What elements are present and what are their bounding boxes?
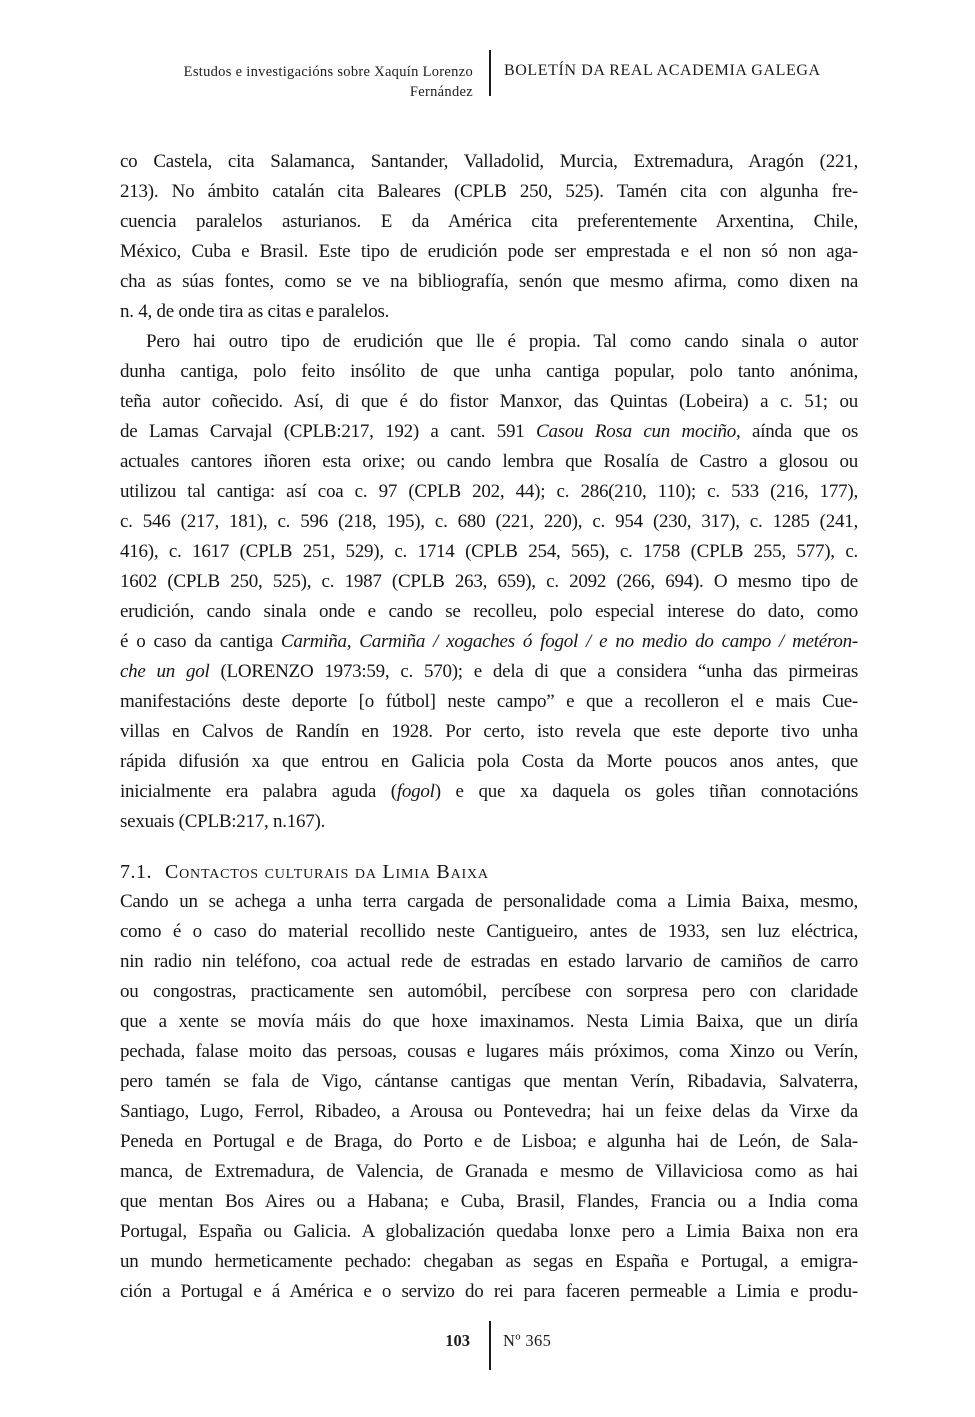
paragraph [120,147,858,327]
text-line [120,657,858,687]
text-segment: ) e que xa daquela os goles tiñan connotacións [434,781,858,802]
text-line [120,417,858,447]
text-line [120,267,858,297]
page-body [120,147,858,1307]
text-line [120,777,858,807]
text-segment: 213). No ámbito catalán cita Baleares (CPLB 250, 525). Tamén cita con algunha fre- [120,181,858,202]
text-segment: 416), c. 1617 (CPLB 251, 529), c. 1714 (CPLB 254, 565), c. 1758 (CPLB 255, 577), c. [120,541,858,562]
text-line [120,387,858,417]
text-line [120,627,858,657]
text-segment: rápida difusión xa que entrou en Galicia pola Costa da Morte poucos anos antes, que [120,751,858,772]
text-line [120,1187,858,1217]
text-line [120,237,858,267]
text-segment: Cando un se achega a unha terra cargada de personalidade coma a Limia Baixa, mesmo, [120,891,858,912]
text-line [120,327,858,357]
text-line [120,1037,858,1067]
text-segment: , aínda que os [736,421,858,442]
section-number: 7.1. [120,861,152,883]
text-line [120,1247,858,1277]
text-segment: pechada, falase moito das persoas, cousas e lugares máis próximos, coma Xinzo ou Verín, [120,1041,858,1062]
text-line [120,1127,858,1157]
text-line [120,477,858,507]
text-segment: manifestacións deste deporte [o fútbol] neste campo” e que a recolleron el e mais Cue- [120,691,858,712]
text-segment: 1602 (CPLB 250, 525), c. 1987 (CPLB 263, 659), c. 2092 (266, 694). O mesmo tipo de [120,571,858,592]
text-segment: Peneda en Portugal e de Braga, do Porto e de Lisboa; e algunha hai de León, de Sala- [120,1131,858,1152]
text-line [120,357,858,387]
paragraph [120,327,858,837]
header-right-title: BOLETÍN DA REAL ACADEMIA GALEGA [504,62,821,79]
text-line [120,1277,858,1307]
text-segment: nin radio nin teléfono, coa actual rede de estradas en estado larvario de camiños de carro [120,951,858,972]
issue-number: Nº 365 [503,1331,552,1350]
text-line [120,807,858,837]
text-segment: teña autor coñecido. Así, di que é do fistor Manxor, das Quintas (Lobeira) a c. 51; ou [120,391,858,412]
text-line [120,687,858,717]
text-line [120,747,858,777]
text-segment: Carmiña, Carmiña / xogaches ó fogol / e no medio do campo / metéron- [280,631,859,652]
text-segment: che un gol [120,661,210,682]
text-segment: Casou Rosa cun mociño [536,421,736,442]
text-line [120,887,858,917]
text-segment: Pero hai outro tipo de erudición que lle é propia. Tal como cando sinala o autor [146,331,858,352]
text-line [120,717,858,747]
text-line [120,207,858,237]
text-line [120,297,858,327]
text-segment: pero tamén se fala de Vigo, cántanse cantigas que mentan Verín, Ribadavia, Salvaterra, [120,1071,858,1092]
text-segment: que a xente se movía máis do que hoxe imaxinamos. Nesta Limia Baixa, que un diría [120,1011,858,1032]
text-line [120,147,858,177]
text-segment: cuencia paralelos asturianos. E da América cita preferentemente Arxentina, Chile, [120,211,858,232]
page-number: 103 [445,1331,470,1350]
text-line [120,1067,858,1097]
text-segment: co Castela, cita Salamanca, Santander, Valladolid, Murcia, Extremadura, Aragón (221, [120,151,858,172]
section-heading [120,857,858,887]
text-line [120,1007,858,1037]
section-title: Contactos culturais da Limia Baixa [165,861,489,883]
text-line [120,447,858,477]
text-segment: é o caso da cantiga [120,631,281,652]
paragraph [120,887,858,1307]
text-line [120,947,858,977]
text-segment: c. 546 (217, 181), c. 596 (218, 195), c. 680 (221, 220), c. 954 (230, 317), c. 1285 (241, [120,511,858,532]
text-line [120,977,858,1007]
text-segment: erudición, cando sinala onde e cando se recolleu, polo especial interese do dato, como [120,601,858,622]
text-segment: un mundo hermeticamente pechado: chegaban as segas en España e Portugal, a emigra- [120,1251,858,1272]
text-segment: utilizou tal cantiga: así coa c. 97 (CPLB 202, 44); c. 286(210, 110); c. 533 (216, 177), [120,481,858,502]
footer-divider [489,1321,491,1370]
text-line [120,177,858,207]
text-segment: actuales cantores iñoren esta orixe; ou cando lembra que Rosalía de Castro a glosou ou [120,451,858,472]
text-segment: Santiago, Lugo, Ferrol, Ribadeo, a Arousa ou Pontevedra; hai un feixe delas da Virxe da [120,1101,858,1122]
text-segment: Portugal, España ou Galicia. A globalización quedaba lonxe pero a Limia Baixa non era [120,1221,858,1242]
text-segment: como é o caso do material recollido neste Cantigueiro, antes de 1933, sen luz eléctrica, [120,921,858,942]
text-segment: dunha cantiga, polo feito insólito de que unha cantiga popular, polo tanto anónima, [120,361,858,382]
text-segment: (LORENZO 1973:59, c. 570); e dela di que a considera “unha das pirmeiras [209,661,858,682]
text-line [120,1217,858,1247]
text-segment: ción a Portugal e á América e o servizo do rei para faceren permeable a Limia e produ- [120,1281,858,1302]
text-segment: manca, de Extremadura, de Valencia, de Granada e mesmo de Villaviciosa como as hai [120,1161,858,1182]
text-line [120,537,858,567]
text-segment: n. 4, de onde tira as citas e paralelos. [120,301,390,322]
text-segment: México, Cuba e Brasil. Este tipo de erudición pode ser emprestada e el non só non aga- [120,241,858,262]
text-line [120,567,858,597]
text-line [120,1157,858,1187]
text-line [120,507,858,537]
text-segment: sexuais (CPLB:217, n.167). [120,811,326,832]
text-line [120,917,858,947]
header-divider [489,50,491,96]
text-segment: ou congostras, practicamente sen automóbil, percíbese con sorpresa pero con claridade [120,981,858,1002]
header-left-title: Estudos e investigacións sobre Xaquín Lorenzo Fernández [183,64,473,100]
text-line [120,597,858,627]
text-segment: villas en Calvos de Randín en 1928. Por certo, isto revela que este deporte tivo unha [120,721,858,742]
text-line [120,1097,858,1127]
text-segment: de Lamas Carvajal (CPLB:217, 192) a cant. 591 [120,421,537,442]
text-segment: que mentan Bos Aires ou a Habana; e Cuba, Brasil, Flandes, Francia ou a India coma [120,1191,858,1212]
text-segment: inicialmente era palabra aguda ( [120,781,397,802]
text-segment: cha as súas fontes, como se ve na bibliografía, senón que mesmo afirma, como dixen na [120,271,858,292]
text-segment: fogol [396,781,435,802]
